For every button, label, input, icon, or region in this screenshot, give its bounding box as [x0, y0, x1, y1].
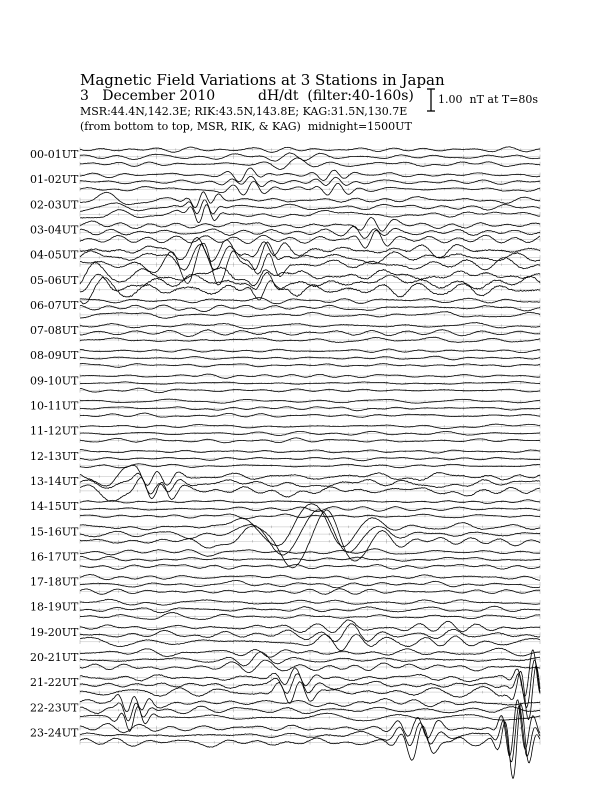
scale-bar-label: 1.00 nT at T=80s: [438, 93, 539, 106]
station-coordinates: MSR:44.4N,142.3E; RIK:43.5N,143.8E; KAG:31.5N,130.7E: [80, 105, 408, 118]
hour-row: [30, 147, 540, 170]
hour-row: [30, 323, 540, 343]
hour-row: [30, 217, 540, 248]
hour-label: 12-13UT: [30, 449, 79, 463]
chart-filter: dH/dt (filter:40-160s): [258, 88, 414, 104]
hour-label: 18-19UT: [30, 600, 79, 614]
trace-rik: [80, 176, 540, 186]
hour-label: 09-10UT: [30, 374, 79, 388]
hour-label: 02-03UT: [30, 198, 79, 212]
hour-label: 05-06UT: [30, 273, 79, 287]
hour-label: 10-11UT: [30, 399, 79, 413]
hour-row: [30, 399, 540, 418]
chart-date: 3 December 2010: [80, 88, 216, 104]
chart-title: Magnetic Field Variations at 3 Stations in Japan: [80, 71, 445, 89]
hour-row: [30, 168, 540, 195]
hour-label: 04-05UT: [30, 248, 79, 262]
hour-label: 00-01UT: [30, 148, 79, 161]
hour-row: [30, 648, 540, 673]
hour-label: 13-14UT: [30, 474, 79, 488]
hour-label: 16-17UT: [30, 550, 79, 564]
hour-row: [30, 574, 540, 594]
hour-label: 08-09UT: [30, 349, 79, 363]
hour-row: [30, 192, 540, 223]
hour-row: [30, 449, 540, 468]
hour-row: [30, 298, 540, 319]
hour-row: [30, 500, 540, 519]
hour-label: 23-24UT: [30, 726, 79, 740]
hour-row: [30, 262, 540, 304]
hour-row: [30, 599, 540, 619]
hour-row: [30, 424, 540, 443]
hour-row: [30, 549, 540, 570]
hour-label: 19-20UT: [30, 625, 79, 639]
hour-label: 15-16UT: [30, 525, 79, 539]
hour-label: 20-21UT: [30, 651, 79, 664]
hour-row: [30, 465, 540, 502]
trace-order-note: (from bottom to top, MSR, RIK, & KAG) midnight=1500UT: [80, 120, 412, 133]
hour-row: [30, 620, 540, 651]
scale-bar: [427, 89, 435, 111]
hour-row: [30, 349, 540, 368]
hour-row: [30, 374, 540, 393]
hour-label: 22-23UT: [30, 701, 79, 715]
trace-kag: [80, 650, 540, 696]
trace-rik: [80, 580, 540, 588]
hour-label: 17-18UT: [30, 575, 79, 589]
hour-label: 01-02UT: [30, 173, 79, 187]
hour-label: 14-15UT: [30, 500, 79, 514]
hour-label: 07-08UT: [30, 324, 79, 337]
hour-label: 06-07UT: [30, 298, 79, 312]
hour-label: 21-22UT: [30, 676, 79, 690]
hour-label: 03-04UT: [30, 223, 79, 237]
hour-label: 11-12UT: [30, 424, 79, 438]
trace-kag: [80, 217, 540, 231]
